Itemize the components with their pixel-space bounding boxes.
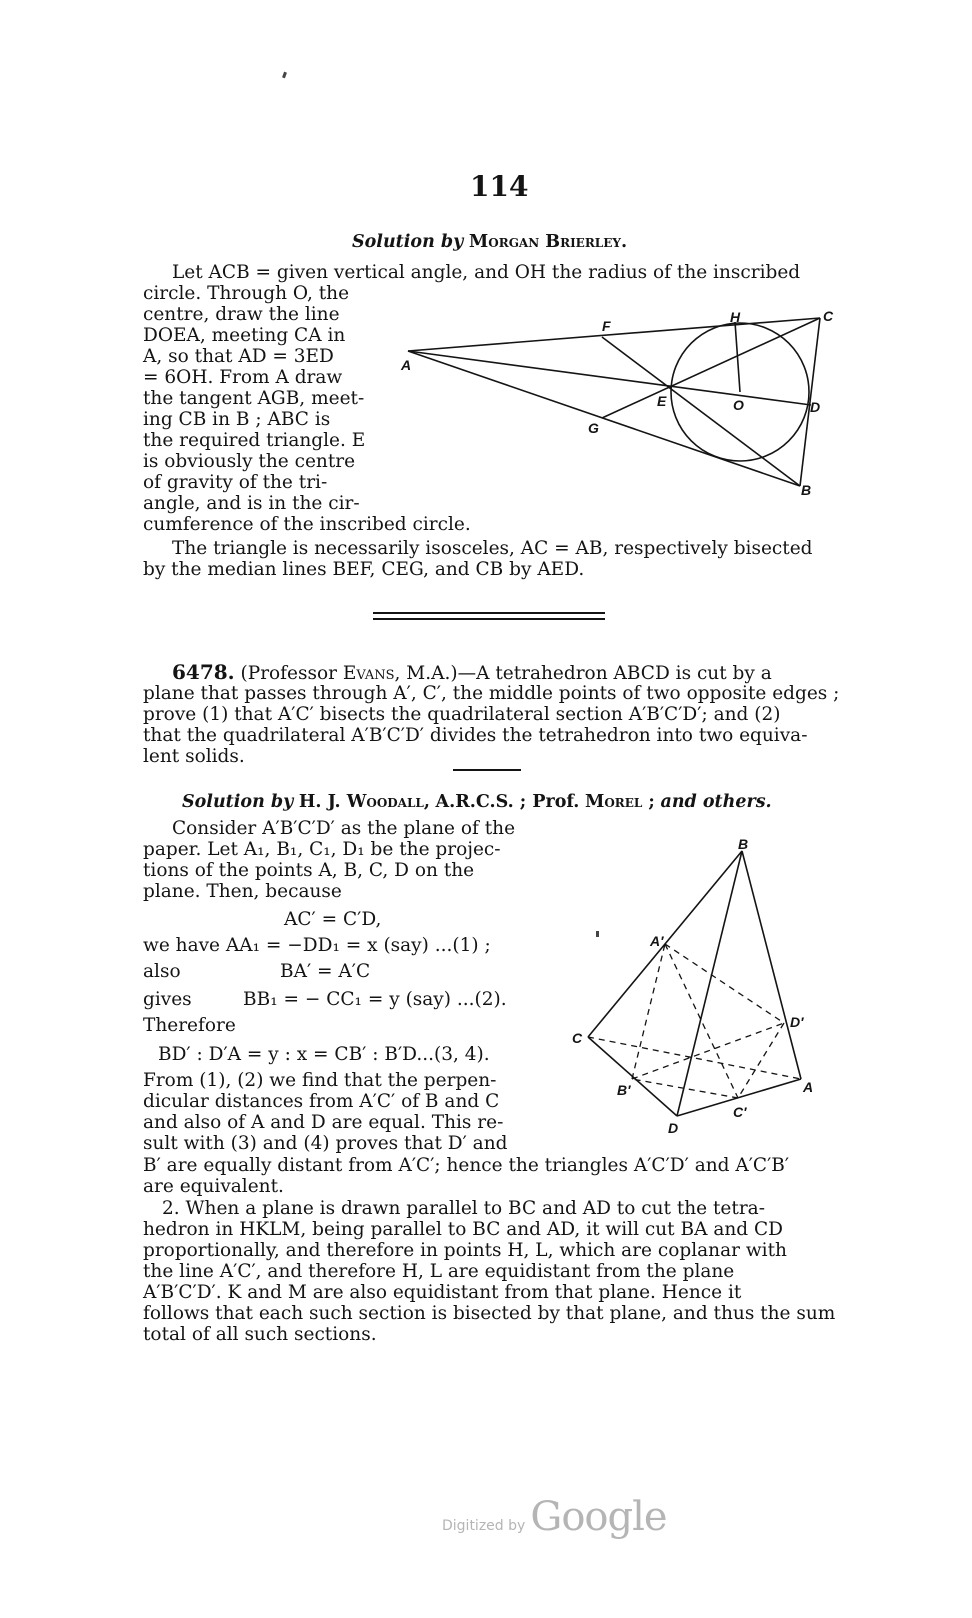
label-c-prime: C′ [733,1104,747,1120]
page-number: 114 [470,170,529,203]
text-line: follows that each such section is bisected by that plane, and thus the sum [143,1303,836,1324]
text-line: cumference of the inscribed circle. [143,514,471,535]
label-e: E [657,393,667,409]
proposer-suffix: M.A.)—A tetrahedron ABCD is cut by a [406,663,772,684]
tetrahedron-figure [565,835,830,1135]
text-line: centre, draw the line [143,304,340,325]
edge-ba [742,851,801,1079]
text-line: proportionally, and therefore in points H, L, which are coplanar with [143,1240,787,1261]
equation-line: BA′ = A′C [280,961,371,982]
label-a: A [401,357,412,373]
label-h: H [730,309,741,325]
text-line: Consider A′B′C′D′ as the plane of the [172,818,516,839]
proposer-prefix: (Professor [240,663,337,684]
text-line: angle, and is in the cir- [143,493,360,514]
text-line: 2. When a plane is drawn parallel to BC and AD to cut the tetra- [162,1198,765,1219]
label-c: C [572,1030,583,1046]
speck [282,72,287,79]
text-line: A, so that AD = 3ED [143,346,334,367]
text-line: paper. Let A₁, B₁, C₁, D₁ be the projec- [143,839,501,860]
label-d: D [668,1120,679,1135]
text-line: that the quadrilateral A′B′C′D′ divides the tetrahedron into two equiva- [143,725,808,746]
solution-heading [182,792,772,812]
text-line: A′B′C′D′. K and M are also equidistant from that plane. Hence it [143,1282,742,1303]
text-line: Therefore [143,1015,236,1036]
label-d: D [810,399,821,415]
solution-author: Morgan Brierley. [468,232,628,252]
solution-label: Solution by [182,792,294,812]
label-b-prime: B′ [617,1082,631,1098]
text-line: the tangent AGB, meet- [143,388,365,409]
digitized-watermark [442,1494,667,1540]
solution-author-suffix: A.R.C.S. ; Prof. [435,792,580,812]
text-line: by the median lines BEF, CEG, and CB by AED. [143,559,585,580]
solution-author: H. J. Woodall, [298,792,430,812]
text-line: the required triangle. E [143,430,366,451]
text-line: of gravity of the tri- [143,472,328,493]
text-line: plane that passes through A′, C′, the middle points of two opposite edges ; [143,683,840,704]
text-line: B′ are equally distant from A′C′; hence the triangles A′C′D′ and A′C′B′ [143,1155,790,1176]
google-logo: Google [530,1494,667,1540]
label-c: C [823,308,834,324]
text-line: gives [143,989,192,1010]
text-line: the line A′C′, and therefore H, L are equidistant from the plane [143,1261,735,1282]
equation-line: BD′ : D′A = y : x = CB′ : B′D...(3, 4). [158,1044,490,1065]
text-line: lent solids. [143,746,245,767]
text-line: circle. Through O, the [143,283,350,304]
equation-line: BB₁ = − CC₁ = y (say) ...(2). [243,989,507,1010]
text-line: is obviously the centre [143,451,356,472]
equation-line: we have AA₁ = −DD₁ = x (say) ...(1) ; [143,935,491,956]
section-a1-d1 [665,944,784,1023]
triangle-incircle-figure [390,300,850,505]
text-line: plane. Then, because [143,881,342,902]
separator: ; [642,792,655,812]
text-line: From (1), (2) we find that the perpen- [143,1070,497,1091]
text-line: and also of A and D are equal. This re- [143,1112,504,1133]
solution-others: and others. [660,792,772,812]
equation-line: AC′ = C′D, [284,909,382,930]
text-line: Let ACB = given vertical angle, and OH the radius of the inscribed [172,262,801,283]
question-number: 6478. [172,660,235,684]
text-line: tions of the points A, B, C, D on the [143,860,475,881]
label-b: B [738,836,749,852]
label-a: A [803,1079,814,1095]
text-line: are equivalent. [143,1176,284,1197]
label-b: B [801,482,812,498]
median-bef [602,337,800,486]
diagonal-a1-c1 [665,944,738,1098]
proposer-name: Evans, [342,663,401,684]
label-d-prime: D′ [790,1014,804,1030]
text-line: The triangle is necessarily isosceles, AC = AB, respectively bisected [172,538,813,559]
label-a-prime: A′ [650,933,664,949]
text-line: ing CB in B ; ABC is [143,409,331,430]
label-o: O [733,397,744,413]
label-g: G [588,420,599,436]
text-line: sult with (3) and (4) proves that D′ and [143,1133,508,1154]
line-ad [408,351,811,405]
text-line: hedron in HKLM, being parallel to BC and AD, it will cut BA and CD [143,1219,783,1240]
text-line: = 6OH. From A draw [143,367,343,388]
text-line: dicular distances from A′C′ of B and C [143,1091,500,1112]
text-line: also [143,961,181,982]
solution-heading [352,232,627,252]
digitized-text: Digitized by [442,1518,526,1534]
side-ab [408,351,800,486]
text-line: prove (1) that A′C′ bisects the quadrilateral section A′B′C′D′; and (2) [143,704,781,725]
solution-author: Morel [584,792,643,812]
label-f: F [602,318,611,334]
solution-label: Solution by [352,232,464,252]
question-first-line [172,662,772,684]
text-line: DOEA, meeting CA in [143,325,346,346]
text-line: total of all such sections. [143,1324,377,1345]
short-rule [453,769,521,771]
double-rule-bottom [373,618,605,620]
double-rule-top [373,612,605,614]
